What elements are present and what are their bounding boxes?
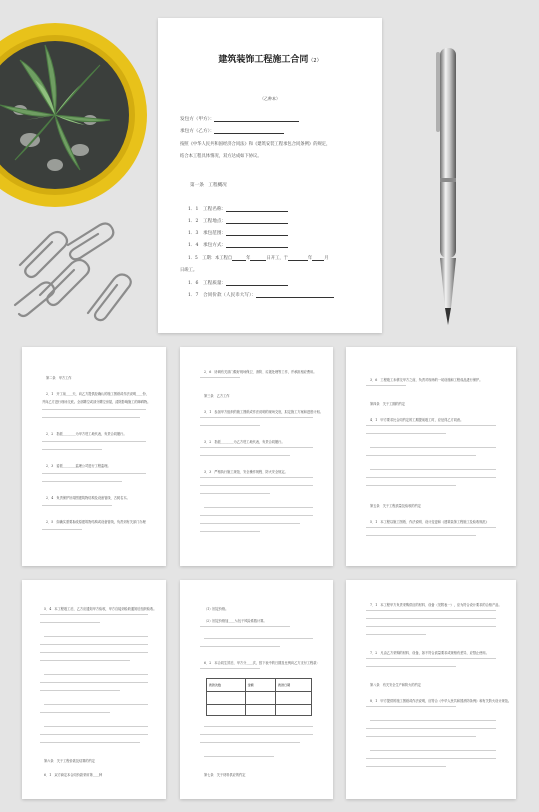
party-a-blank[interactable]	[214, 121, 299, 122]
table-header: 金额	[246, 679, 276, 691]
para-2-6: 2．6 协调有关部门做好现场保卫、消防、垃圾处理等工作，并承担相应费用。	[204, 370, 317, 374]
party-a-line: 发包方（甲方）：	[180, 116, 299, 122]
table-row	[207, 705, 311, 716]
para-2-1b: 并向乙方进行现场交底。全部腾空或部分腾空房屋，清除影响施工的障碍物。	[42, 400, 151, 404]
item-1-5: 1．5 工期：本工程自 年 日开工，于 年 月	[188, 256, 329, 261]
item-1-6: 1．6 工程质量：	[188, 280, 288, 286]
table-header: 拨款次数	[207, 679, 246, 691]
article-6-heading: 第六条 关于工程价款及结算的约定	[44, 759, 95, 763]
article-7-heading: 第七条 关于材料供应的约定	[204, 773, 246, 777]
page-5	[22, 580, 166, 799]
contract-title: 建筑装饰工程施工合同（2）	[218, 55, 322, 65]
para-7-2: 7．2 凡由乙方采购的材料、设备，如不符合质量要求或规格有差异，应禁止使用。	[370, 651, 489, 655]
cover-page	[158, 18, 382, 333]
pen-icon	[420, 40, 475, 330]
para-3-2: 3．2 指派________为乙方驻工地代表，负责合同履行。	[204, 440, 285, 444]
payment-table	[206, 678, 312, 716]
article-3-heading: 第三条 乙方工作	[204, 394, 230, 398]
page-7	[346, 580, 516, 799]
paper-clip-icon	[10, 215, 140, 325]
table-header: 拨款日期	[278, 683, 291, 687]
para-2-5: 2．5 如确实需要拆改原建筑物结构或设备管线，负责到有关部门办理	[46, 520, 146, 524]
para-8-1: 8．1 甲方提供的施工图纸或作法说明，应符合《中华人民共和国消防条例》和有关防火设计规范。	[370, 699, 512, 703]
intro-line-1: 按照《中华人民共和国经济合同法》和《建筑安装工程承包合同条例》的规定，	[180, 142, 331, 147]
item-1-6-blank[interactable]	[226, 285, 288, 286]
para-6-1: 6．1 双方商定本合同价款采用第____种	[44, 773, 103, 777]
page-2	[22, 347, 166, 566]
item-1-7: 1．7 合同价款（人民币大写）：	[188, 292, 334, 298]
article-2-heading: 第二条 甲方工作	[46, 376, 72, 380]
end-month-blank[interactable]	[312, 260, 324, 261]
item-1-4: 1．4 承包方式：	[188, 242, 288, 248]
article-8-heading: 第八条 有关安全生产和防火的约定	[370, 683, 421, 687]
page-6	[180, 580, 333, 799]
para-fixed-risk: （2）固定价格加____％包干风险系数计算。	[204, 619, 267, 623]
contract-version: （乙种本）	[260, 96, 280, 101]
table-row	[207, 692, 311, 705]
para-2-4: 2．4 负责保护好周围建筑物结构及设备管线、古树名木。	[46, 496, 130, 500]
item-1-4-blank[interactable]	[226, 247, 288, 248]
start-day-blank[interactable]	[250, 260, 266, 261]
article-1-heading: 第一条 工程概况	[190, 183, 227, 188]
party-b-blank[interactable]	[214, 133, 284, 134]
article-4-heading: 第四条 关于工期的约定	[370, 402, 406, 406]
item-1-3: 1．3 承包范围：	[188, 230, 288, 236]
intro-line-2: 结合本工程具体情况，双方达成如下协议。	[180, 154, 262, 159]
para-6-2: 6．2 本合同生效后，甲方分____次，按下表中的日期及比例向乙方支付工程款：	[204, 661, 320, 665]
item-1-3-blank[interactable]	[226, 235, 288, 236]
party-b-line: 承包方（乙方）：	[180, 128, 284, 134]
item-1-5-cont: 日竣工。	[180, 268, 198, 273]
para-3-1: 3．1 参加甲方组织的施工图纸或作法说明的现场交底，拟定施工方案和进度计划。	[204, 410, 323, 414]
para-2-3: 2．3 委派________监理公司进行工程监理。	[46, 464, 111, 468]
succulent-icon	[0, 20, 150, 210]
item-1-1-blank[interactable]	[226, 211, 288, 212]
page-3	[180, 347, 333, 566]
para-5-4: 5．4 本工程竣工后，乙方应通知甲方验收，甲方自接到验收通知后组织验收。	[44, 607, 157, 611]
page-4	[346, 347, 516, 566]
para-2-1: 2．1 开工前____天，向乙方提供经确认的施工图纸或作法说明____份，	[46, 392, 149, 396]
item-1-1: 1．1 工程名称：	[188, 206, 288, 212]
plant-pot-decoration	[0, 20, 150, 210]
item-1-2: 1．2 工程地点：	[188, 218, 288, 224]
para-2-2: 2．2 指派________为甲方驻工地代表，负责合同履行。	[46, 432, 127, 436]
para-4-1: 4．1 甲方要求比合同约定的工期提前竣工时，应征得乙方同意。	[370, 418, 464, 422]
para-3-6: 3．6 工程竣工未移交甲方之前，负责对现场的一切设施和工程成品进行保护。	[370, 378, 483, 382]
para-5-1: 5．1 本工程以施工图纸、作法说明、设计变更和《建筑装饰工程施工及验收规范》	[370, 520, 489, 524]
item-1-2-blank[interactable]	[226, 223, 288, 224]
article-5-heading: 第五条 关于工程质量及验收的约定	[370, 504, 421, 508]
pen-decoration	[420, 40, 475, 330]
para-3-3: 3．3 严格执行施工规范、安全操作规程、防火安全规定。	[204, 470, 288, 474]
item-1-7-blank[interactable]	[256, 297, 334, 298]
para-7-1: 7．1 本工程甲方负责采购供应的材料、设备（见附表一），应为符合设计要求的合格产品。	[370, 603, 502, 607]
paper-clips-decoration	[10, 215, 140, 325]
para-fixed-price: （1）固定价格。	[204, 607, 229, 611]
end-year-blank[interactable]	[288, 260, 308, 261]
start-year-blank[interactable]	[232, 260, 246, 261]
